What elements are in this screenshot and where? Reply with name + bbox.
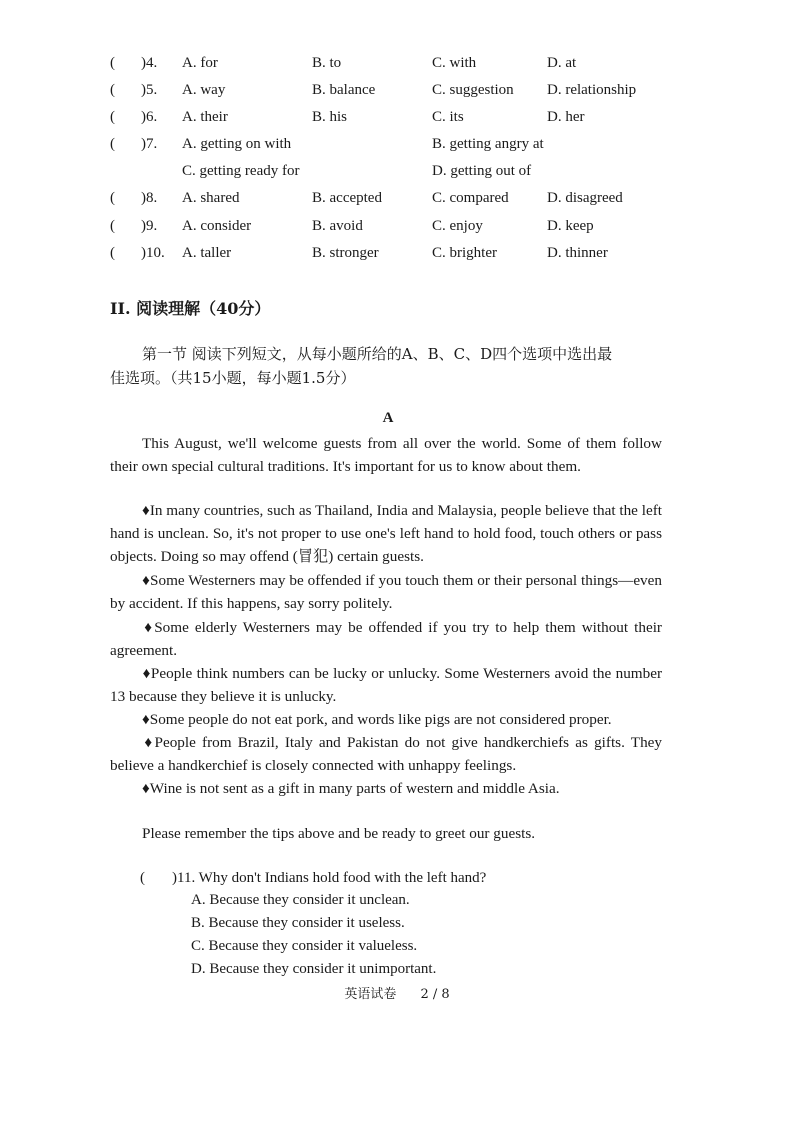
option-c: C. brighter: [432, 245, 497, 261]
tip-text: ♦In many countries, such as Thailand, India and Malaysia, people believe that the left hand is unclean. So, it's not proper to use one's left hand to hold food, touch others or pass objects. Doing so may offend (冒犯) certain guests.: [110, 502, 662, 565]
option-a: A. way: [182, 82, 226, 98]
option-b: B. accepted: [312, 190, 382, 206]
tip-text: ♦Some elderly Westerners may be offended if you try to help them without their agreement.: [110, 619, 662, 659]
tip-text: ♦People think numbers can be lucky or unlucky. Some Westerners avoid the number 13 because they believe it is unlucky.: [110, 665, 662, 705]
tip-item: [110, 708, 662, 731]
option-b: B. to: [312, 55, 342, 71]
answer-paren: (: [110, 109, 115, 125]
answer-paren: (: [140, 870, 145, 886]
section-heading: II. 阅读理解（40分）: [110, 299, 271, 318]
passage-closing: [110, 822, 662, 845]
option-b: B. avoid: [312, 218, 363, 234]
tip-item: [110, 662, 662, 708]
option-b: B. stronger: [312, 245, 379, 261]
question-number: )9.: [141, 218, 158, 234]
option-a: A. shared: [182, 190, 240, 206]
question-number: )6.: [141, 109, 158, 125]
answer-paren: (: [110, 218, 115, 234]
option-a: A. consider: [182, 218, 252, 234]
intro-text: This August, we'll welcome guests from all over the world. Some of them follow their own special cultural traditions. It's important for us to know about them.: [110, 435, 662, 475]
option-a: A. getting on with: [182, 136, 292, 152]
question-number: )10.: [141, 245, 165, 261]
tip-text: ♦Some people do not eat pork, and words like pigs are not considered proper.: [142, 711, 612, 728]
question-number: )4.: [141, 55, 158, 71]
option-c: C. compared: [432, 190, 509, 206]
page-number: 2 / 8: [420, 987, 450, 1002]
tip-item: [110, 499, 662, 568]
option-c: C. enjoy: [432, 218, 483, 234]
tip-item: [110, 616, 662, 662]
answer-paren: (: [110, 55, 115, 71]
tip-item: [110, 731, 662, 777]
option-c: C. getting ready for: [182, 163, 300, 179]
option-d: D. disagreed: [547, 190, 623, 206]
tip-text: ♦Some Westerners may be offended if you touch them or their personal things—even by accident. If this happens, say sorry politely.: [110, 572, 662, 612]
option-a: A. taller: [182, 245, 232, 261]
closing-text: Please remember the tips above and be ready to greet our guests.: [142, 825, 536, 842]
option-d: D. keep: [547, 218, 594, 234]
option-a: A. their: [182, 109, 228, 125]
footer-label: 英语试卷: [344, 987, 397, 1002]
answer-paren: (: [110, 82, 115, 98]
option-c: C. suggestion: [432, 82, 514, 98]
option-b: B. his: [312, 109, 348, 125]
question-11-stem: )11. Why don't Indians hold food with the left hand?: [172, 870, 487, 886]
option-b: B. balance: [312, 82, 376, 98]
option-d: D. at: [547, 55, 577, 71]
option-d: D. relationship: [547, 82, 637, 98]
option-d: D. her: [547, 109, 585, 125]
option-c: C. with: [432, 55, 477, 71]
option-d: D. thinner: [547, 245, 608, 261]
instruction-text: 第一节 阅读下列短文，从每小题所给的A、B、C、D四个选项中选出最: [142, 345, 613, 363]
tip-item: [110, 777, 662, 800]
tip-item: [110, 569, 662, 615]
answer-paren: (: [110, 245, 115, 261]
question-number: )7.: [141, 136, 158, 152]
passage-intro: [110, 432, 662, 478]
instruction-line: 佳选项。（共15小题，每小题1.5分）: [110, 369, 356, 387]
page-footer: [0, 983, 794, 1002]
option-b: B. Because they consider it useless.: [191, 915, 405, 931]
answer-paren: (: [110, 190, 115, 206]
option-d: D. getting out of: [432, 163, 532, 179]
passage-title: A: [382, 410, 394, 426]
option-c: C. its: [432, 109, 464, 125]
option-b: B. getting angry at: [432, 136, 544, 152]
option-a: A. for: [182, 55, 218, 71]
option-c: C. Because they consider it valueless.: [191, 938, 418, 954]
option-a: A. Because they consider it unclean.: [191, 892, 410, 908]
question-number: )5.: [141, 82, 158, 98]
option-d: D. Because they consider it unimportant.: [191, 961, 437, 977]
tip-text: ♦People from Brazil, Italy and Pakistan do not give handkerchiefs as gifts. They believe a handkerchief is closely connected with unhappy feelings.: [110, 734, 662, 774]
answer-paren: (: [110, 136, 115, 152]
question-number: )8.: [141, 190, 158, 206]
tip-text: ♦Wine is not sent as a gift in many parts of western and middle Asia.: [142, 780, 560, 797]
